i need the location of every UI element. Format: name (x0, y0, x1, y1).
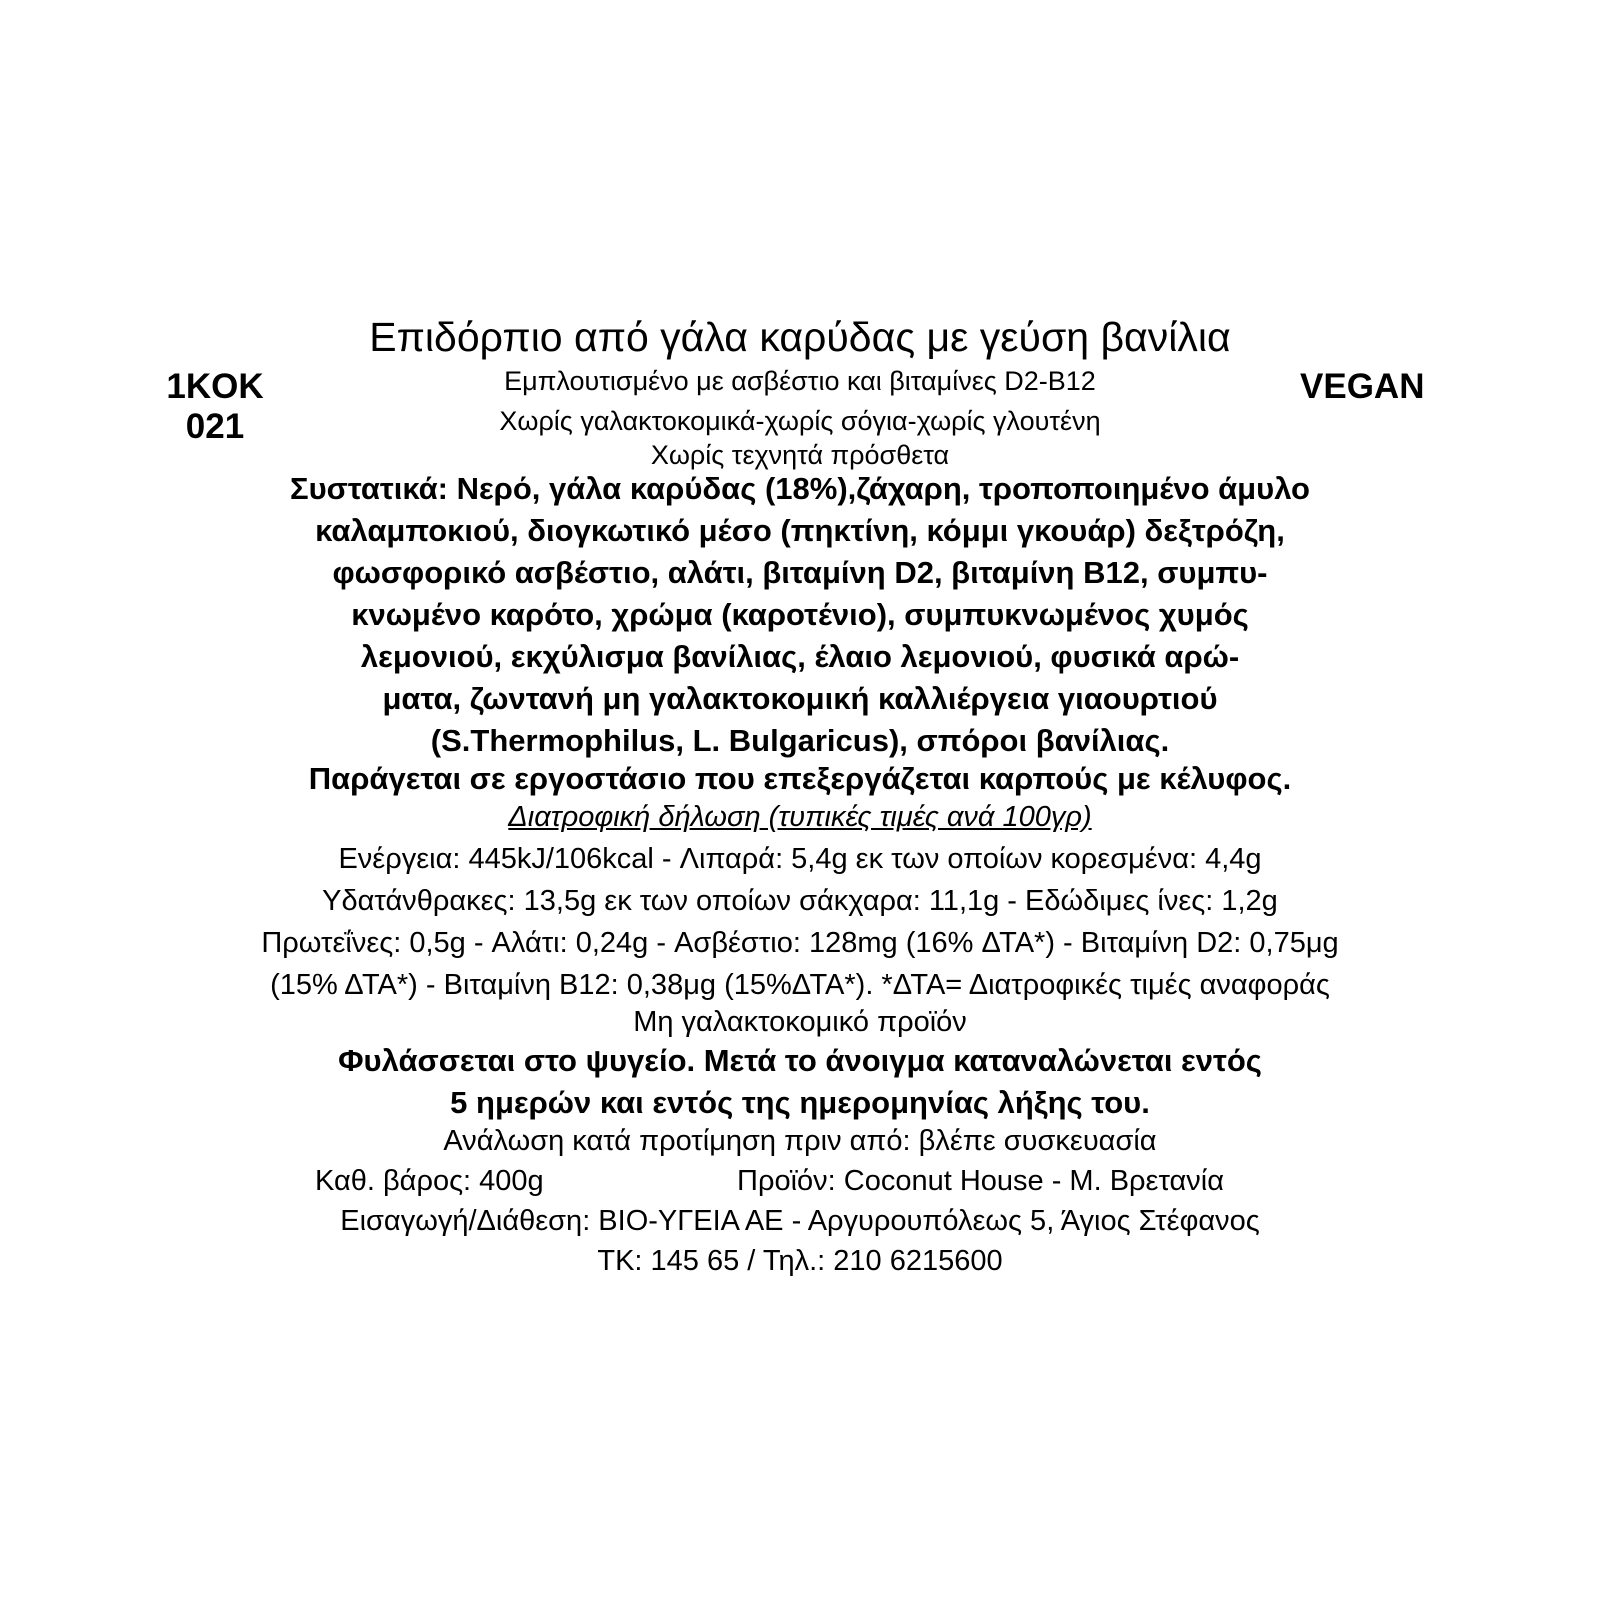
allergen-highlight: καρπούς με κέλυφος. (978, 761, 1292, 796)
net-weight: Καθ. βάρος: 400g (315, 1165, 544, 1197)
non-dairy-note: Μη γαλακτοκομικό προϊόν (633, 1006, 967, 1038)
vegan-badge: VEGAN (1300, 367, 1425, 406)
product-code-line-2: 021 (185, 407, 245, 446)
best-before: Ανάλωση κατά προτίμηση πριν από: βλέπε συσκευασία (443, 1125, 1157, 1157)
product-origin: Προϊόν: Coconut House - Μ. Βρετανία (737, 1165, 1224, 1197)
ingredients-line: ματα, ζωντανή μη γαλακτοκομική καλλιέργεια γιαουρτιού (382, 681, 1218, 716)
claim-fortified: Εμπλουτισμένο με ασβέστιο και βιταμίνες D2-B12 (504, 366, 1096, 396)
ingredients-line: (S.Thermophilus, L. Bulgaricus), σπόροι βανίλιας. (430, 723, 1170, 758)
ingredients-line: λεμονιού, εκχύλισμα βανίλιας, έλαιο λεμονιού, φυσικά αρώ- (360, 639, 1240, 674)
nutrition-line: Υδατάνθρακες: 13,5g εκ των οποίων σάκχαρα: 11,1g - Εδώδιμες ίνες: 1,2g (322, 885, 1278, 917)
ingredients-line: κνωμένο καρότο, χρώμα (καροτένιο), συμπυκνωμένος χυμός (351, 597, 1249, 632)
importer-info: Εισαγωγή/Διάθεση: ΒΙΟ-ΥΓΕΙΑ ΑΕ - Αργυρουπόλεως 5, Άγιος Στέφανος (340, 1205, 1260, 1237)
storage-line: Φυλάσσεται στο ψυγείο. Μετά το άνοιγμα καταναλώνεται εντός (338, 1043, 1262, 1078)
storage-line: 5 ημερών και εντός της ημερομηνίας λήξης του. (450, 1085, 1150, 1120)
ingredients-line: καλαμποκιού, διογκωτικό μέσο (πηκτίνη, κόμμι γκουάρ) δεξτρόζη, (315, 513, 1285, 548)
nutrition-line: (15% ΔΤΑ*) - Βιταμίνη B12: 0,38μg (15%ΔΤΑ*). *ΔΤΑ= Διατροφικές τιμές αναφοράς (270, 969, 1330, 1001)
product-code-line-1: 1KOK (166, 367, 264, 406)
claim-no-additives: Χωρίς τεχνητά πρόσθετα (650, 440, 950, 470)
ingredients-line: φωσφορικό ασβέστιο, αλάτι, βιταμίνη D2, βιταμίνη B12, συμπυ- (332, 555, 1268, 590)
product-title: Επιδόρπιο από γάλα καρύδας με γεύση βανίλια (369, 314, 1231, 360)
nutrition-line: Ενέργεια: 445kJ/106kcal - Λιπαρά: 5,4g εκ των οποίων κορεσμένα: 4,4g (338, 843, 1262, 875)
nutrition-line: Πρωτεΐνες: 0,5g - Αλάτι: 0,24g - Ασβέστιο: 128mg (16% ΔΤΑ*) - Βιταμίνη D2: 0,75μg (261, 927, 1339, 959)
allergen-statement (0, 763, 1600, 794)
claim-free-from: Χωρίς γαλακτοκομικά-χωρίς σόγια-χωρίς γλουτένη (499, 406, 1101, 436)
ingredients-line: Συστατικά: Νερό, γάλα καρύδας (18%),ζάχαρη, τροποποιημένο άμυλο (290, 471, 1310, 506)
allergen-prefix: Παράγεται σε εργοστάσιο που επεξεργάζεται (308, 761, 979, 796)
contact-info: ΤΚ: 145 65 / Τηλ.: 210 6215600 (597, 1245, 1003, 1277)
nutrition-heading: Διατροφική δήλωση (τυπικές τιμές ανά 100γρ) (508, 801, 1092, 833)
